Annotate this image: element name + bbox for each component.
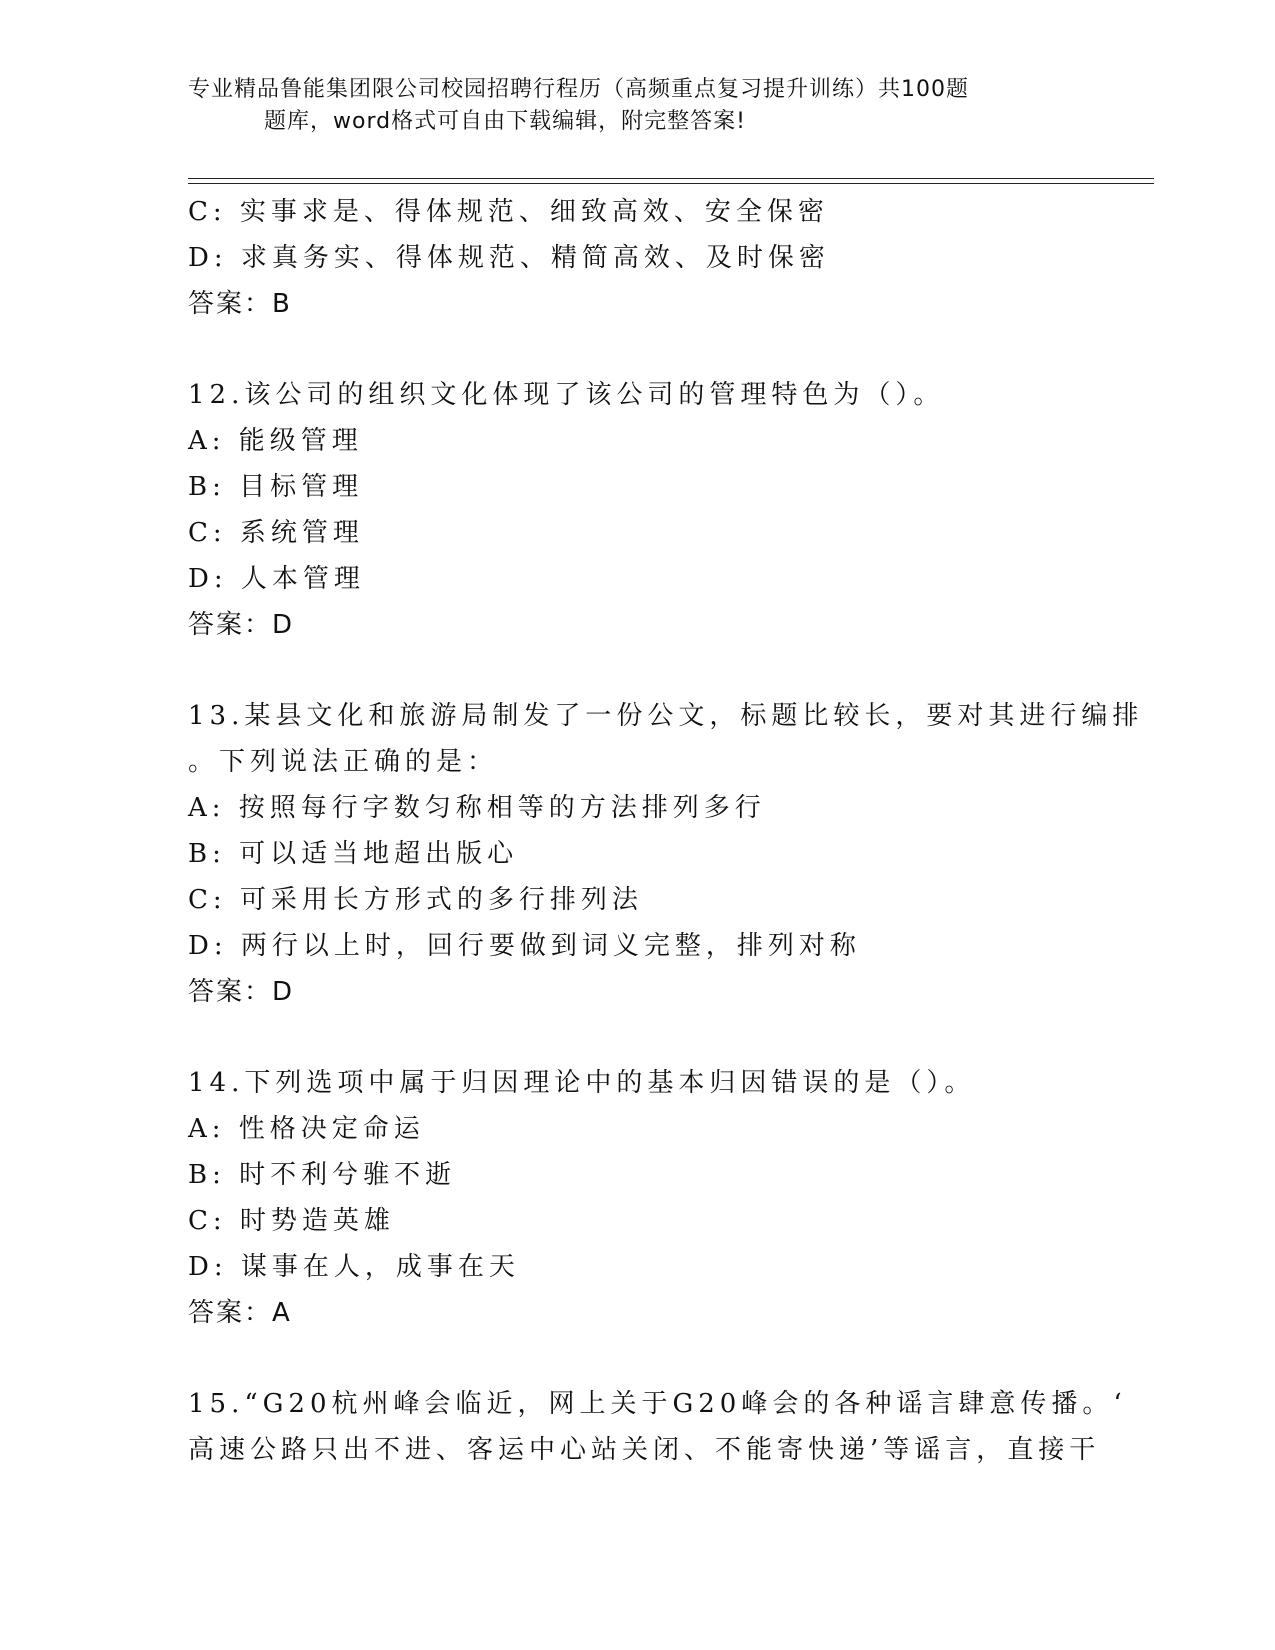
header-divider-bottom	[188, 183, 1154, 184]
option-b: B: 时不利兮骓不逝	[188, 1160, 457, 1190]
option-a: A: 按照每行字数匀称相等的方法排列多行	[188, 793, 766, 823]
header-title-line-2: 题库，word格式可自由下载编辑，附完整答案!	[264, 109, 746, 134]
question-14	[188, 1060, 1088, 1336]
question-12	[188, 372, 1088, 648]
option-d: D: 求真务实、得体规范、精简高效、及时保密	[188, 243, 830, 273]
header-divider-top	[188, 178, 1154, 179]
option-c: C: 可采用长方形式的多行排列法	[188, 885, 643, 915]
document-header	[188, 74, 1038, 138]
option-d: D: 谋事在人，成事在天	[188, 1252, 520, 1282]
answer: 答案：D	[188, 977, 295, 1007]
question-text-line-1: 13.某县文化和旅游局制发了一份公文，标题比较长，要对其进行编排	[188, 701, 1144, 731]
question-15	[188, 1381, 1127, 1473]
question-11-tail	[188, 189, 1088, 327]
option-a: A: 性格决定命运	[188, 1114, 425, 1144]
question-text: 14.下列选项中属于归因理论中的基本归因错误的是（）。	[188, 1068, 976, 1098]
question-13	[188, 693, 1144, 1015]
question-text-line-1: 15.“G20杭州峰会临近，网上关于G20峰会的各种谣言肆意传播。‘	[188, 1389, 1127, 1419]
option-a: A: 能级管理	[188, 426, 363, 456]
answer: 答案：D	[188, 610, 295, 640]
question-text-line-2: 。下列说法正确的是：	[188, 747, 499, 777]
option-c: C: 实事求是、得体规范、细致高效、安全保密	[188, 197, 829, 227]
option-c: C: 时势造英雄	[188, 1206, 395, 1236]
option-b: B: 目标管理	[188, 472, 364, 502]
option-b: B: 可以适当地超出版心	[188, 839, 519, 869]
option-c: C: 系统管理	[188, 518, 364, 548]
option-d: D: 人本管理	[188, 564, 365, 594]
option-d: D: 两行以上时，回行要做到词义完整，排列对称	[188, 931, 861, 961]
answer: 答案：A	[188, 1298, 292, 1328]
header-title-line-1: 专业精品鲁能集团限公司校园招聘行程历（高频重点复习提升训练）共100题	[188, 77, 969, 102]
question-list	[188, 189, 1144, 1473]
question-text-line-2: 高速公路只出不进、客运中心站关闭、不能寄快递’等谣言，直接干	[188, 1435, 1101, 1465]
question-text: 12.该公司的组织文化体现了该公司的管理特色为（）。	[188, 380, 945, 410]
answer: 答案：B	[188, 289, 292, 319]
